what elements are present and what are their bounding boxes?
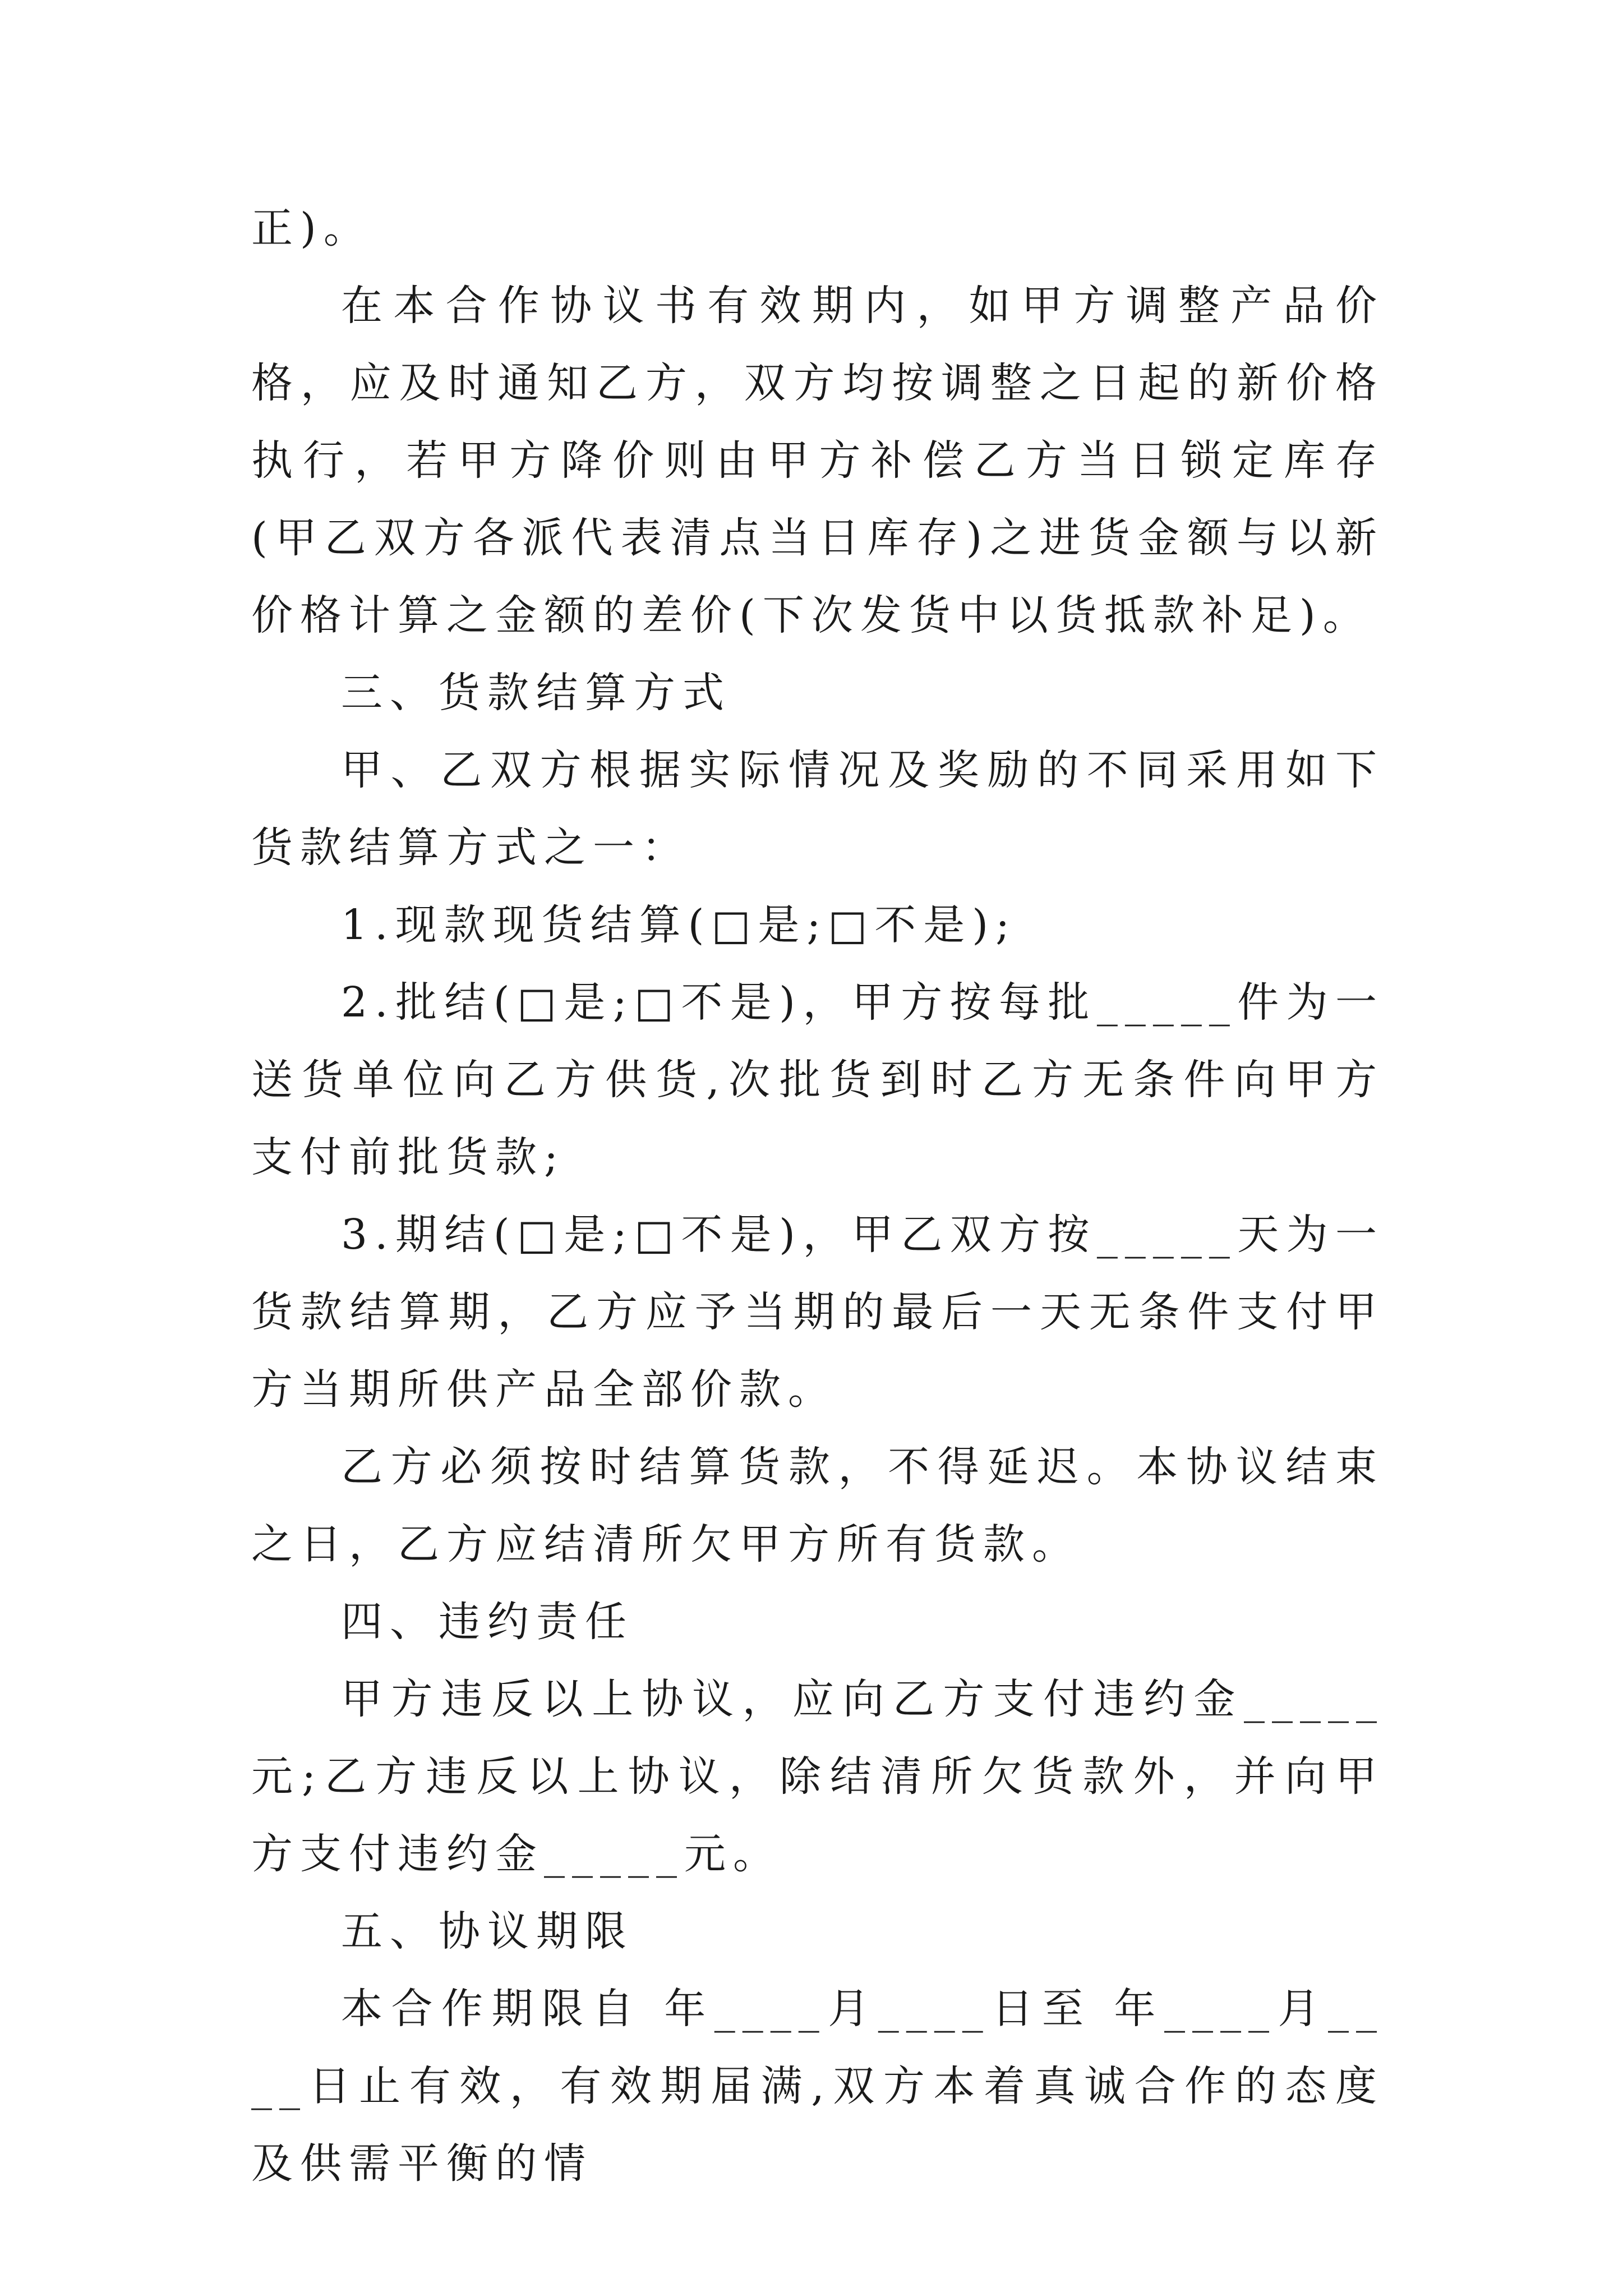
paragraph-settlement-intro: 甲、乙双方根据实际情况及奖励的不同采用如下货款结算方式之一： [251, 746, 1384, 872]
list-item-period-settlement: 3.期结(□是;□不是)，甲乙双方按_____天为一货款结算期，乙方应予当期的最后一天无条件支付甲方当期所供产品全部价款。 [251, 1211, 1384, 1414]
document-body [251, 190, 1384, 2202]
paragraph-term-dates: 本合作期限自 年____月____日至 年____月____日止有效，有效期届满,双方本着真诚合作的态度及供需平衡的情 [251, 1985, 1384, 2188]
list-item-cash-settlement: 1.现款现货结算(□是;□不是); [341, 901, 1017, 949]
section-heading-agreement-term: 五、协议期限 [341, 1907, 634, 1955]
paragraph-continuation: 正)。 [251, 204, 372, 252]
paragraph-timely-payment: 乙方必须按时结算货款，不得延迟。本协议结束之日，乙方应结清所欠甲方所有货款。 [251, 1443, 1384, 1568]
paragraph-price-adjustment: 在本合作协议书有效期内，如甲方调整产品价格，应及时通知乙方，双方均按调整之日起的新价格执行，若甲方降价则由甲方补偿乙方当日锁定库存(甲乙双方各派代表清点当日库存)之进货金额与以新价格计算之金额的差价(下次发货中以货抵款补足)。 [251, 282, 1384, 639]
section-heading-breach-liability: 四、违约责任 [341, 1598, 634, 1646]
list-item-batch-settlement: 2.批结(□是;□不是)，甲方按每批_____件为一送货单位向乙方供货,次批货到时乙方无条件向甲方支付前批货款; [251, 978, 1384, 1181]
paragraph-penalty: 甲方违反以上协议，应向乙方支付违约金_____元;乙方违反以上协议，除结清所欠货款外，并向甲方支付违约金_____元。 [251, 1675, 1384, 1878]
section-heading-payment-settlement: 三、货款结算方式 [341, 669, 731, 717]
